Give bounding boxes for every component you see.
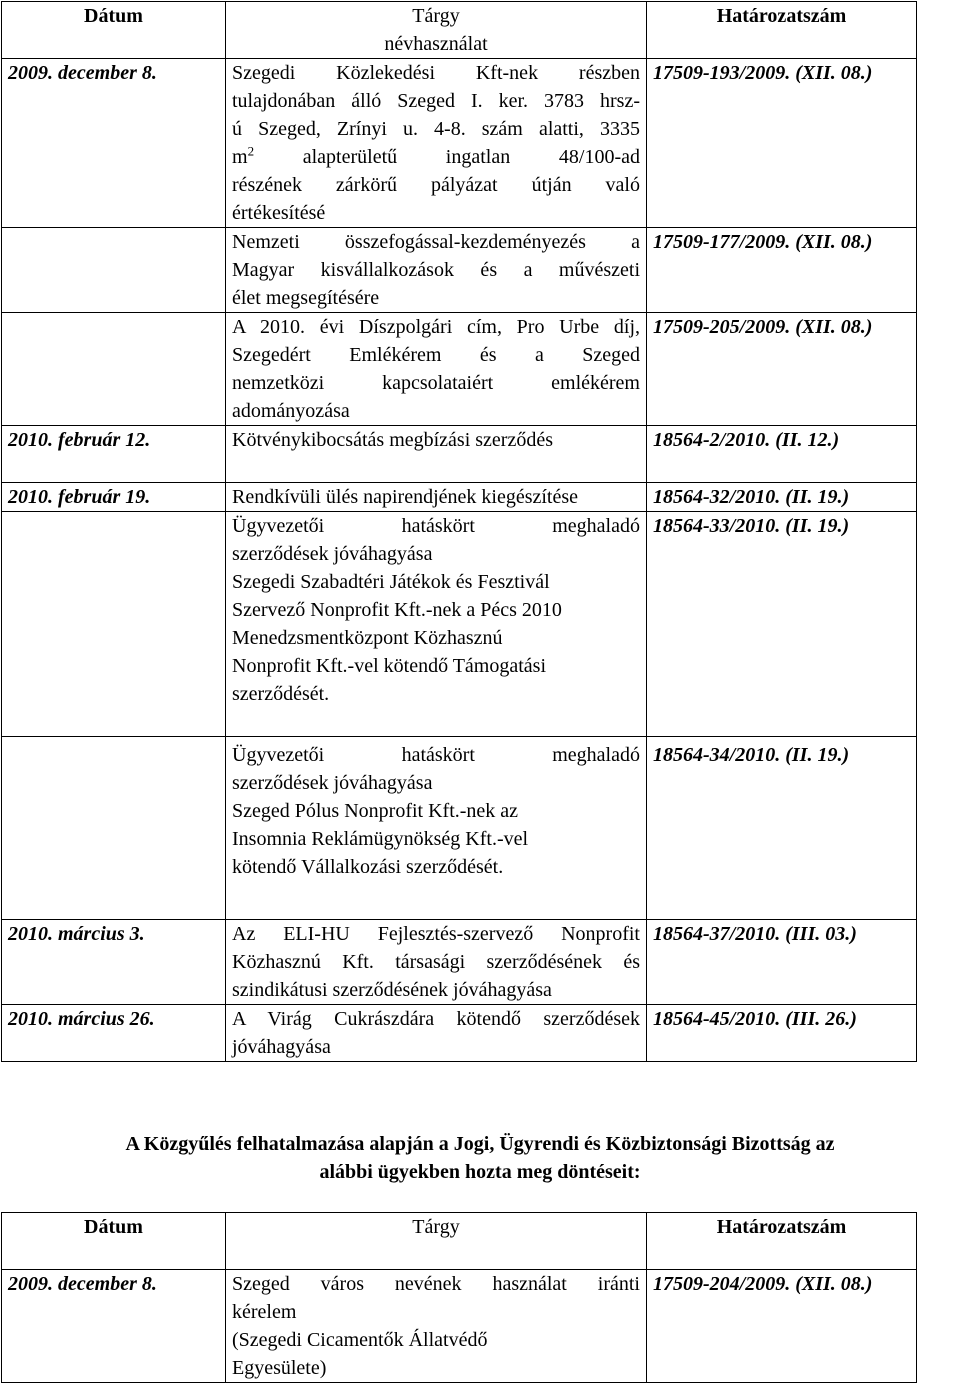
header-number: Határozatszám [647, 1213, 917, 1270]
subject-line: Nonprofit Kft.-vel kötendő Támogatási [232, 655, 547, 677]
subject-line: Szegedért Emlékérem és a Szeged [232, 344, 640, 366]
row-number: 18564-45/2010. (III. 26.) [647, 1005, 917, 1062]
unit-m: m [232, 146, 248, 168]
table-row [2, 59, 917, 228]
row-number: 17509-177/2009. (XII. 08.) [647, 228, 917, 313]
subject-line: A Virág Cukrászdára kötendő szerződések [232, 1008, 640, 1030]
subject-line: Insomnia Reklámügynökség Kft.-vel [232, 828, 529, 850]
table-row [2, 1270, 917, 1383]
subject-line: Szeged Pólus Nonprofit Kft.-nek az [232, 800, 519, 822]
subject-line: szerződését. [232, 683, 330, 705]
header-subject-sub: névhasználat [384, 33, 488, 55]
header-number: Határozatszám [647, 2, 917, 59]
committee-decisions-table [1, 1212, 917, 1383]
row-number: 18564-33/2010. (II. 19.) [647, 512, 917, 737]
subject-line: A 2010. évi Díszpolgári cím, Pro Urbe díj, [232, 316, 640, 338]
row-number: 17509-204/2009. (XII. 08.) [647, 1270, 917, 1383]
subject-line: ú Szeged, Zrínyi u. 4-8. szám alatti, 3335 [232, 118, 640, 140]
subject-line: Ügyvezetői hatáskört meghaladó [232, 744, 640, 766]
table-row [2, 512, 917, 737]
header-date: Dátum [2, 2, 226, 59]
table-row [2, 313, 917, 426]
row-date: 2009. december 8. [2, 1270, 226, 1383]
row-subject [226, 228, 647, 313]
row-date [2, 228, 226, 313]
subject-line: Egyesülete) [232, 1357, 327, 1379]
subject-line: Menedzsmentközpont Közhasznú [232, 627, 503, 649]
row-date: 2010. március 26. [2, 1005, 226, 1062]
subject-line: Szervező Nonprofit Kft.-nek a Pécs 2010 [232, 599, 562, 621]
unit-sup: 2 [247, 143, 255, 159]
row-number: 17509-205/2009. (XII. 08.) [647, 313, 917, 426]
row-date [2, 313, 226, 426]
row-number: 18564-32/2010. (II. 19.) [647, 483, 917, 512]
header-subject [226, 2, 647, 59]
subject-line: adományozása [232, 400, 350, 422]
subject-line: Ügyvezetői hatáskört meghaladó [232, 515, 640, 537]
row-date: 2010. február 19. [2, 483, 226, 512]
row-date: 2009. december 8. [2, 59, 226, 228]
row-date: 2010. február 12. [2, 426, 226, 483]
subject-line: értékesítésé [232, 202, 326, 224]
header-subject-label: Tárgy [412, 5, 460, 27]
subject-line: kérelem [232, 1301, 297, 1323]
table-row [2, 1005, 917, 1062]
row-subject [226, 1270, 647, 1383]
table-row [2, 426, 917, 483]
row-subject [226, 512, 647, 737]
subject-line: kötendő Vállalkozási szerződését. [232, 856, 504, 878]
row-date [2, 512, 226, 737]
subject-line: szerződések jóváhagyása [232, 772, 433, 794]
table-row [2, 228, 917, 313]
subject-line: Közhasznú Kft. társasági szerződésének és [232, 951, 640, 973]
row-subject [226, 1005, 647, 1062]
row-number: 18564-34/2010. (II. 19.) [647, 737, 917, 920]
header-subject [226, 1213, 647, 1270]
decisions-table [1, 1, 917, 1062]
table-row [2, 483, 917, 512]
table-row [2, 737, 917, 920]
subject-line: élet megsegítésére [232, 287, 380, 309]
row-subject [226, 920, 647, 1005]
subject-line: tulajdonában álló Szeged I. ker. 3783 hrsz- [232, 90, 640, 112]
table-header-row [2, 1213, 917, 1270]
subject-line: nemzetközi kapcsolataiért emlékérem [232, 372, 640, 394]
subject-line: Az ELI-HU Fejlesztés-szervező Nonprofit [232, 923, 640, 945]
subject-line: (Szegedi Cicamentők Állatvédő [232, 1329, 488, 1351]
row-date: 2010. március 3. [2, 920, 226, 1005]
section-heading-line: alábbi ügyekben hozta meg döntéseit: [319, 1161, 641, 1183]
subject-line: jóváhagyása [232, 1036, 331, 1058]
row-subject [226, 313, 647, 426]
subject-line: Szegedi Közlekedési Kft-nek részben [232, 62, 640, 84]
subject-line: szindikátusi szerződésének jóváhagyása [232, 979, 552, 1001]
row-subject: Kötvénykibocsátás megbízási szerződés [226, 426, 647, 483]
table-header-row [2, 2, 917, 59]
row-subject: Rendkívüli ülés napirendjének kiegészítése [226, 483, 647, 512]
section-heading-line: A Közgyűlés felhatalmazása alapján a Jogi, Ügyrendi és Közbiztonsági Bizottság az [125, 1133, 835, 1155]
row-number: 18564-37/2010. (III. 03.) [647, 920, 917, 1005]
row-subject [226, 59, 647, 228]
subject-line-rest: alapterületű ingatlan 48/100-ad [254, 146, 640, 168]
subject-line: részének zárkörű pályázat útján való [232, 174, 640, 196]
subject-line: Szegedi Szabadtéri Játékok és Fesztivál [232, 571, 550, 593]
subject-line [232, 143, 640, 171]
header-subject-label: Tárgy [412, 1216, 460, 1238]
row-number: 17509-193/2009. (XII. 08.) [647, 59, 917, 228]
table-row [2, 920, 917, 1005]
row-subject [226, 737, 647, 920]
subject-line: Szeged város nevének használat iránti [232, 1273, 640, 1295]
header-date: Dátum [2, 1213, 226, 1270]
section-heading [0, 1130, 960, 1186]
row-date [2, 737, 226, 920]
subject-line: szerződések jóváhagyása [232, 543, 433, 565]
subject-line: Nemzeti összefogással-kezdeményezés a [232, 231, 640, 253]
subject-line: Magyar kisvállalkozások és a művészeti [232, 259, 640, 281]
row-number: 18564-2/2010. (II. 12.) [647, 426, 917, 483]
